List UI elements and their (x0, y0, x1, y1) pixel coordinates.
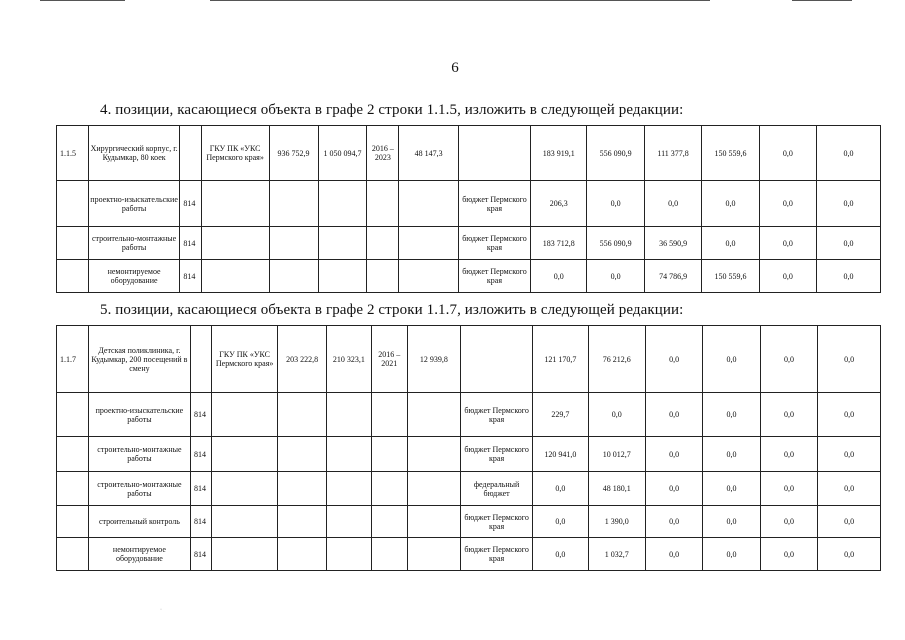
table-cell: 814 (180, 181, 201, 227)
top-rule (210, 0, 710, 1)
table-cell: 0,0 (531, 260, 587, 293)
table-cell: федеральный бюджет (460, 472, 532, 506)
table-cell: 814 (180, 227, 201, 260)
table-cell: 814 (190, 393, 211, 437)
table-cell: 0,0 (588, 393, 645, 437)
table-cell: 0,0 (817, 181, 881, 227)
table-cell: 48 180,1 (588, 472, 645, 506)
table-cell: 183 712,8 (531, 227, 587, 260)
table-cell: 0,0 (703, 472, 760, 506)
table-cell: 0,0 (818, 326, 881, 393)
table-cell: 0,0 (703, 437, 760, 472)
table-cell: 0,0 (818, 506, 881, 538)
table-cell: 120 941,0 (533, 437, 588, 472)
table-cell: 0,0 (817, 260, 881, 293)
table-row (57, 126, 881, 181)
table-cell: 0,0 (703, 326, 760, 393)
table-cell (318, 181, 367, 227)
table-cell: 210 323,1 (327, 326, 372, 393)
table-cell (269, 181, 318, 227)
table-cell: 0,0 (645, 326, 702, 393)
table-cell (201, 260, 269, 293)
table-cell (407, 437, 460, 472)
table-row (57, 472, 881, 506)
table-cell (371, 393, 407, 437)
table-cell: 0,0 (760, 472, 817, 506)
table-cell: 0,0 (533, 538, 588, 571)
table-cell: 150 559,6 (702, 126, 759, 181)
section-4-table (56, 125, 881, 293)
table-cell: ГКУ ПК «УКС Пермского края» (201, 126, 269, 181)
table-cell: 0,0 (818, 538, 881, 571)
table-cell: 0,0 (702, 227, 759, 260)
table-cell (371, 506, 407, 538)
table-cell: 814 (190, 437, 211, 472)
table-cell (371, 472, 407, 506)
table-cell: 76 212,6 (588, 326, 645, 393)
table-cell: 0,0 (645, 506, 702, 538)
table-cell (212, 472, 278, 506)
table-cell: 74 786,9 (644, 260, 701, 293)
table-cell (278, 538, 327, 571)
table-cell (269, 260, 318, 293)
table-cell: 12 939,8 (407, 326, 460, 393)
table-cell: 0,0 (759, 181, 816, 227)
table-cell: 0,0 (533, 472, 588, 506)
table-cell: бюджет Пермского края (460, 393, 532, 437)
table-cell: проектно-изыскательские работы (88, 181, 179, 227)
table-cell: 1.1.7 (57, 326, 89, 393)
table-cell: бюджет Пермского края (458, 227, 530, 260)
table-cell: 0,0 (702, 181, 759, 227)
table-cell (407, 393, 460, 437)
table-cell: 936 752,9 (269, 126, 318, 181)
table-cell: 0,0 (759, 126, 816, 181)
table-cell: бюджет Пермского края (460, 437, 532, 472)
table-cell: строительно-монтажные работы (88, 227, 179, 260)
table-cell: 0,0 (818, 472, 881, 506)
table-cell (278, 393, 327, 437)
table-cell (399, 181, 459, 227)
table-cell (269, 227, 318, 260)
table-cell: 206,3 (531, 181, 587, 227)
table-cell (367, 260, 399, 293)
table-cell: 0,0 (703, 538, 760, 571)
table-cell: бюджет Пермского края (458, 181, 530, 227)
table-cell (57, 437, 89, 472)
table-cell (212, 506, 278, 538)
table-cell (327, 437, 372, 472)
table-row (57, 181, 881, 227)
table-cell: 0,0 (760, 326, 817, 393)
table-cell: 1.1.5 (57, 126, 89, 181)
table-cell (57, 393, 89, 437)
table-cell: 183 919,1 (531, 126, 587, 181)
table-row (57, 326, 881, 393)
table-cell (371, 538, 407, 571)
table-cell: 0,0 (645, 393, 702, 437)
table-cell (278, 506, 327, 538)
table-cell (212, 538, 278, 571)
table-cell: 1 050 094,7 (318, 126, 367, 181)
table-cell: 0,0 (759, 227, 816, 260)
table-cell: 0,0 (533, 506, 588, 538)
table-row (57, 260, 881, 293)
table-cell: строительный контроль (88, 506, 190, 538)
table-cell: немонтируемое оборудование (88, 538, 190, 571)
stray-mark: · (160, 607, 162, 613)
top-rule (792, 0, 852, 1)
table-cell: 814 (190, 472, 211, 506)
table-cell (318, 260, 367, 293)
table-cell: 10 012,7 (588, 437, 645, 472)
table-cell: 229,7 (533, 393, 588, 437)
table-cell (407, 506, 460, 538)
table-cell: 0,0 (759, 260, 816, 293)
table-cell: 0,0 (817, 126, 881, 181)
table-cell: 0,0 (645, 538, 702, 571)
table-cell: 36 590,9 (644, 227, 701, 260)
table-cell: 0,0 (760, 393, 817, 437)
table-cell: 556 090,9 (587, 227, 644, 260)
section-4-heading: 4. позиции, касающиеся объекта в графе 2 строки 1.1.5, изложить в следующей редакции: (100, 102, 684, 118)
table-cell (407, 538, 460, 571)
table-cell: 111 377,8 (644, 126, 701, 181)
table-cell (57, 227, 89, 260)
table-row (57, 538, 881, 571)
table-cell: 0,0 (644, 181, 701, 227)
table-cell (278, 437, 327, 472)
table-cell (57, 472, 89, 506)
table-cell: 1 390,0 (588, 506, 645, 538)
table-cell: строительно-монтажные работы (88, 472, 190, 506)
table-cell: 0,0 (645, 472, 702, 506)
table-cell: 556 090,9 (587, 126, 644, 181)
table-row (57, 227, 881, 260)
table-cell: 2016 – 2023 (367, 126, 399, 181)
table-cell (399, 227, 459, 260)
table-cell: 203 222,8 (278, 326, 327, 393)
table-cell (327, 506, 372, 538)
table-row (57, 393, 881, 437)
table-cell (278, 472, 327, 506)
table-cell (212, 437, 278, 472)
table-row (57, 437, 881, 472)
table-cell (201, 227, 269, 260)
table-cell (57, 506, 89, 538)
section-5-heading: 5. позиции, касающиеся объекта в графе 2 строки 1.1.7, изложить в следующей редакции: (100, 302, 684, 318)
table-cell (57, 538, 89, 571)
table-cell: 0,0 (817, 227, 881, 260)
table-cell (327, 393, 372, 437)
table-cell: 814 (190, 506, 211, 538)
table-cell (407, 472, 460, 506)
table-cell: 814 (180, 260, 201, 293)
top-rule (40, 0, 125, 1)
table-cell: бюджет Пермского края (460, 538, 532, 571)
table-cell: строительно-монтажные работы (88, 437, 190, 472)
page-number: 6 (451, 60, 459, 76)
table-cell (180, 126, 201, 181)
table-cell (460, 326, 532, 393)
table-cell (399, 260, 459, 293)
table-cell (367, 227, 399, 260)
section-5-table (56, 325, 881, 571)
table-cell (57, 181, 89, 227)
table-cell (458, 126, 530, 181)
table-cell: 0,0 (818, 437, 881, 472)
table-cell: 150 559,6 (702, 260, 759, 293)
table-cell: ГКУ ПК «УКС Пермского края» (212, 326, 278, 393)
table-cell: 0,0 (760, 437, 817, 472)
table-cell: 121 170,7 (533, 326, 588, 393)
table-cell: проектно-изыскательские работы (88, 393, 190, 437)
table-cell: 48 147,3 (399, 126, 459, 181)
table-cell: Хирургический корпус, г. Кудымкар, 80 коек (88, 126, 179, 181)
table-cell (201, 181, 269, 227)
table-cell: бюджет Пермского края (460, 506, 532, 538)
table-cell: 814 (190, 538, 211, 571)
table-cell: 0,0 (645, 437, 702, 472)
table-cell (327, 472, 372, 506)
table-cell (327, 538, 372, 571)
table-cell: 1 032,7 (588, 538, 645, 571)
table-cell: 0,0 (703, 393, 760, 437)
table-cell (371, 437, 407, 472)
table-cell: 0,0 (760, 538, 817, 571)
table-cell: 2016 – 2021 (371, 326, 407, 393)
table-cell (212, 393, 278, 437)
table-cell: немонтируемое оборудование (88, 260, 179, 293)
table-cell: Детская поликлиника, г. Кудымкар, 200 посещений в смену (88, 326, 190, 393)
table-cell: 0,0 (760, 506, 817, 538)
table-cell (318, 227, 367, 260)
table-cell: 0,0 (587, 260, 644, 293)
table-cell (367, 181, 399, 227)
table-cell: 0,0 (587, 181, 644, 227)
table-row (57, 506, 881, 538)
table-cell (57, 260, 89, 293)
table-cell: бюджет Пермского края (458, 260, 530, 293)
table-cell: 0,0 (703, 506, 760, 538)
table-cell: 0,0 (818, 393, 881, 437)
table-cell (190, 326, 211, 393)
